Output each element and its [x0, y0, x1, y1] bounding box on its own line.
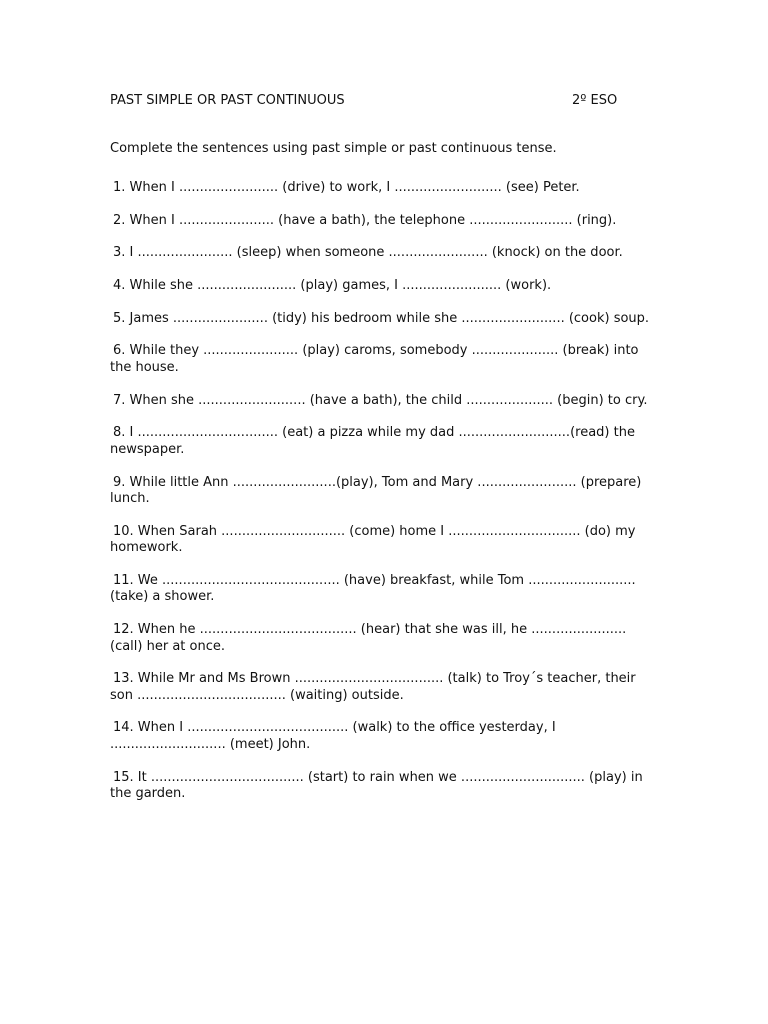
instructions: Complete the sentences using past simple or past continuous tense. — [110, 141, 557, 156]
exercise-item-5: 5. James ....................... (tidy) his bedroom while she ......................... (cook) soup. — [113, 310, 650, 326]
exercise-item-7: 7. When she .......................... (have a bath), the child ..................... (begin) to cry. — [113, 392, 648, 408]
exercise-item-1: 1. When I ........................ (drive) to work, I .......................... (see) Peter. — [113, 180, 580, 195]
grade-level: 2º ESO — [572, 93, 618, 108]
exercise-item-15: 15. It ..................................... (start) to rain when we .............................. (play) in the garden. — [110, 769, 643, 802]
exercise-item-4: 4. While she ........................ (play) games, I ........................ (work). — [113, 278, 552, 294]
exercise-item-14: 14. When I ....................................... (walk) to the office yesterday, I ............................ (meet) John. — [110, 720, 556, 752]
exercise-item-12: 12. When he ...................................... (hear) that she was ill, he ....................... (call) her at once. — [110, 622, 627, 654]
worksheet-title: PAST SIMPLE OR PAST CONTINUOUS — [110, 93, 345, 108]
worksheet-header — [110, 93, 630, 111]
exercise-item-6: 6. While they ....................... (play) caroms, somebody ..................... (break) into the house. — [110, 343, 639, 375]
exercise-item-10: 10. When Sarah .............................. (come) home I ................................ (do) my homework. — [110, 523, 636, 556]
exercise-item-13: 13. While Mr and Ms Brown .................................... (talk) to Troy´s teacher, their son .................................... (waiting) outside. — [110, 671, 636, 703]
exercise-item-11: 11. We ........................................... (have) breakfast, while Tom .......................... (take) a shower. — [110, 572, 636, 605]
exercise-item-9: 9. While little Ann .........................(play), Tom and Mary ........................ (prepare) lunch. — [110, 474, 642, 506]
exercise-item-3: 3. I ....................... (sleep) when someone ........................ (knock) on the door. — [113, 245, 623, 261]
exercise-item-2: 2. When I ....................... (have a bath), the telephone ......................... (ring). — [113, 212, 617, 228]
exercise-item-8: 8. I .................................. (eat) a pizza while my dad ...........................(read) the newspaper. — [110, 425, 635, 457]
exercise-list — [110, 180, 660, 819]
